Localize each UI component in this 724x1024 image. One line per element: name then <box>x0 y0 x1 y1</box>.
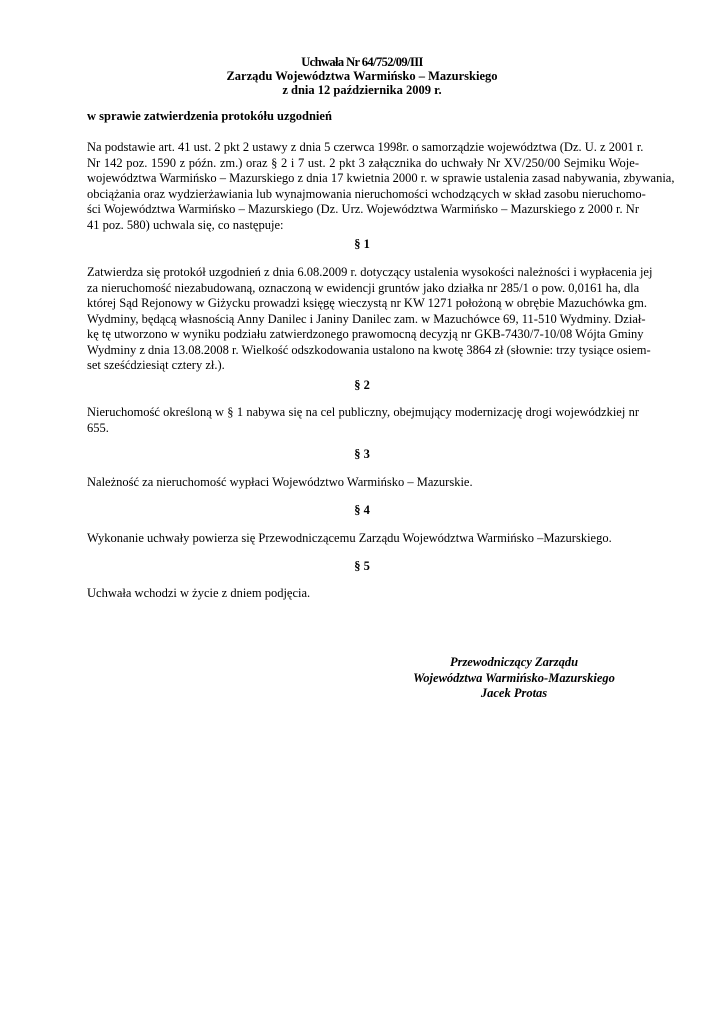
preamble-line: Na podstawie art. 41 ust. 2 pkt 2 ustawy z dnia 5 czerwca 1998r. o samorządzie województwa (Dz. U. z 2001 r. <box>87 140 644 154</box>
section-2-paragraph <box>87 405 639 436</box>
preamble-line: Nr 142 poz. 1590 z późn. zm.) oraz § 2 i 7 ust. 2 pkt 3 załącznika do uchwały Nr XV/250/00 Sejmiku Woje- <box>87 155 639 170</box>
section-1-line: kę tę utworzono w wyniku podziału zatwierdzonego prawomocną decyzją nr GKB-7430/7-10/08 Wójta Gminy <box>87 327 644 341</box>
section-1-paragraph <box>87 265 653 374</box>
section-mark-4: § 4 <box>354 503 370 517</box>
preamble-line: obciążania oraz wydzierżawiania lub wynajmowania nieruchomości wchodzących w skład zasobu nieruchomo- <box>87 186 646 201</box>
section-3-line: Należność za nieruchomość wypłaci Województwo Warmińsko – Mazurskie. <box>87 475 473 489</box>
section-4-line: Wykonanie uchwały powierza się Przewodniczącemu Zarządu Województwa Warmińsko –Mazurskiego. <box>87 531 612 545</box>
section-mark-5: § 5 <box>354 559 370 573</box>
resolution-board: Zarządu Województwa Warmińsko – Mazurskiego <box>226 69 498 83</box>
section-5-line: Uchwała wchodzi w życie z dniem podjęcia. <box>87 586 311 600</box>
section-1-line: której Sąd Rejonowy w Giżycku prowadzi księgę wieczystą nr KW 1271 położoną w obrębie Mazuchówka gm. <box>87 296 648 310</box>
preamble-paragraph <box>87 140 675 233</box>
section-mark-3: § 3 <box>354 447 370 461</box>
section-mark-1: § 1 <box>354 237 370 251</box>
section-mark-2: § 2 <box>354 378 370 392</box>
section-1-line: Zatwierdza się protokół uzgodnień z dnia 6.08.2009 r. dotyczący ustalenia wysokości należności i wypłacenia jej <box>87 265 653 279</box>
section-2-line: 655. <box>87 420 109 435</box>
preamble-line: 41 poz. 580) uchwala się, co następuje: <box>87 217 284 232</box>
section-1-line: Wydminy z dnia 13.08.2008 r. Wielkość odszkodowania ustalono na kwotę 3864 zł (słownie: trzy tysiące osiem- <box>87 342 651 357</box>
signature-institution: Województwa Warmińsko-Mazurskiego <box>413 670 615 685</box>
section-3-paragraph <box>87 475 639 491</box>
section-2-line: Nieruchomość określoną w § 1 nabywa się na cel publiczny, obejmujący modernizację drogi wojewódzkiej nr <box>87 405 639 419</box>
resolution-number: Uchwała Nr 64/752/09/III <box>301 55 423 69</box>
resolution-date: z dnia 12 października 2009 r. <box>282 83 442 97</box>
section-1-line: Wydminy, będącą własnością Anny Danilec i Janiny Danilec zam. w Mazuchówce 69, 11-510 Wydminy. Dział- <box>87 311 646 326</box>
section-1-line: za nieruchomość niezabudowaną, oznaczoną w ewidencji gruntów jako działka nr 285/1 o pow. 0,0161 ha, dla <box>87 280 640 295</box>
resolution-subject: w sprawie zatwierdzenia protokółu uzgodnień <box>87 109 332 123</box>
preamble-line: województwa Warmińsko – Mazurskiego z dnia 17 kwietnia 2000 r. w sprawie ustalenia zasad nabywania, zbywania, <box>87 171 675 185</box>
signature-title: Przewodniczący Zarządu <box>449 655 579 669</box>
signature-block <box>404 655 624 702</box>
preamble-line: ści Województwa Warmińsko – Mazurskiego (Dz. Urz. Województwa Warmińsko – Mazurskiego z 2000 r. Nr <box>87 202 639 216</box>
section-4-paragraph <box>87 531 639 547</box>
section-1-line: set sześćdziesiąt cztery zł.). <box>87 358 225 372</box>
signature-name: Jacek Protas <box>480 686 548 700</box>
resolution-header <box>0 55 724 97</box>
section-5-paragraph <box>87 586 639 602</box>
